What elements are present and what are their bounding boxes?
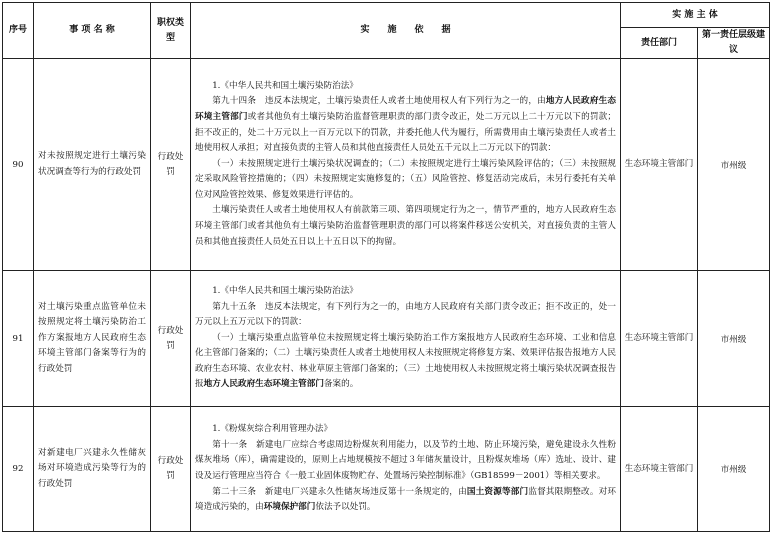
row-basis (191, 59, 621, 271)
row-type: 行政处罚 (151, 59, 191, 271)
basis-law: 1.《中华人民共和国土壤污染防治法》 (212, 285, 358, 296)
row-level: 市州级 (698, 59, 770, 271)
header-level: 第一责任层级建议 (698, 28, 770, 59)
basis-paragraph: 第十一条 新建电厂应综合考虑周边粉煤灰利用能力，以及节约土地、防止环境污染，避免建设永久性粉煤灰堆场（库），确需建设的，原则上占地规模按不超过３年储灰量设计，且粉煤灰堆场（库）选址、设计、建设及运行管理应当符合《一般工业固体废物贮存、处置场污染控制标准》（GB18599－2001）等相关要求。 (195, 439, 616, 481)
basis-paragraph: 土壤污染责任人或者土地使用权人有前款第三项、第四项规定行为之一，情节严重的，地方人民政府生态环境主管部门或者其他负有土壤污染防治监督管理职责的部门可以将案件移送公安机关，对直接负责的主管人员和其他直接责任人员处五日以上十五日以下的拘留。 (195, 205, 616, 247)
basis-bold-text: 地方人民政府生态环境主管部门 (203, 379, 324, 390)
row-type: 行政处罚 (151, 407, 191, 532)
basis-paragraph: 第九十五条 违反本法规定，有下列行为之一的，由地方人民政府有关部门责令改正；拒不改正的，处一万元以上五万元以下的罚款： (195, 301, 616, 328)
row-item: 对未按照规定进行土壤污染状况调查等行为的行政处罚 (34, 59, 151, 271)
basis-text: 监督其限期整改。对环境造成污染的，由 (195, 486, 616, 513)
row-dept: 生态环境主管部门 (621, 271, 698, 407)
row-item: 对土壤污染重点监管单位未按照规定将土壤污染防治工作方案报地方人民政府生态环境主管部门备案等行为的行政处罚 (34, 271, 151, 407)
enforcement-table (2, 2, 770, 532)
basis-text: 第二十三条 新建电厂兴建永久性储灰场违反第十一条规定的，由 (212, 486, 467, 497)
row-dept: 生态环境主管部门 (621, 59, 698, 271)
table-row (3, 407, 770, 532)
table-row (3, 271, 770, 407)
table-row (3, 59, 770, 271)
basis-law: 1.《粉煤灰综合利用管理办法》 (212, 424, 333, 435)
basis-text: 依法予以处罚。 (315, 502, 376, 513)
row-seq: 91 (3, 271, 34, 407)
basis-text: （一）土壤污染重点监管单位未按照规定将土壤污染防治工作方案报地方人民政府生态环境、工业和信息化主管部门备案的；（二）土壤污染责任人或者土地使用权人未按照规定将修复方案、效果评估报告报地方人民政府生态环境、农业农村、林业草原主管部门备案的；（三）土地使用权人未按照规定将土壤污染状况调查报告报 (195, 332, 616, 390)
basis-law: 1.《中华人民共和国土壤污染防治法》 (212, 80, 358, 91)
row-type: 行政处罚 (151, 271, 191, 407)
header-subject: 实 施 主 体 (621, 3, 770, 28)
header-basis: 实 施 依 据 (191, 3, 621, 59)
row-basis (191, 407, 621, 532)
header-seq: 序号 (3, 3, 34, 59)
basis-text: 第九十四条 违反本法规定，土壤污染责任人或者土地使用权人有下列行为之一的，由 (212, 96, 546, 107)
row-basis (191, 271, 621, 407)
basis-paragraph (195, 94, 616, 156)
basis-paragraph (195, 331, 616, 393)
basis-text: 或者其他负有土壤污染防治监督管理职责的部门责令改正，处二万元以上二十万元以下的罚款；拒不改正的，处二十万元以上一百万元以下的罚款，并委托他人代为履行，所需费用由土壤污染责任人或者土地使用权人承担；对直接负责的主管人员和其他直接责任人员处五千元以上二万元以下的罚款： (195, 111, 616, 154)
row-item: 对新建电厂兴建永久性储灰场对环境造成污染等行为的行政处罚 (34, 407, 151, 532)
header-type: 职权类型 (151, 3, 191, 59)
row-seq: 92 (3, 407, 34, 532)
basis-paragraph (195, 485, 616, 516)
row-dept: 生态环境主管部门 (621, 407, 698, 532)
row-level: 市州级 (698, 271, 770, 407)
basis-text: 备案的。 (323, 379, 359, 390)
basis-bold-text: 地方人民政府生态环境主管部门 (195, 96, 616, 122)
basis-bold-text: 国土资源等部门 (466, 486, 529, 497)
header-row-1 (3, 3, 770, 28)
header-dept: 责任部门 (621, 28, 698, 59)
row-level: 市州级 (698, 407, 770, 532)
basis-paragraph: （一）未按照规定进行土壤污染状况调查的；（二）未按照规定进行土壤污染风险评估的；（三）未按照规定采取风险管控措施的；（四）未按照规定实施修复的；（五）风险管控、修复活动完成后，未另行委托有关单位对风险管控效果、修复效果进行评估的。 (195, 158, 616, 200)
row-seq: 90 (3, 59, 34, 271)
basis-bold-text: 环境保护部门 (263, 502, 316, 513)
header-item: 事 项 名 称 (34, 3, 151, 59)
